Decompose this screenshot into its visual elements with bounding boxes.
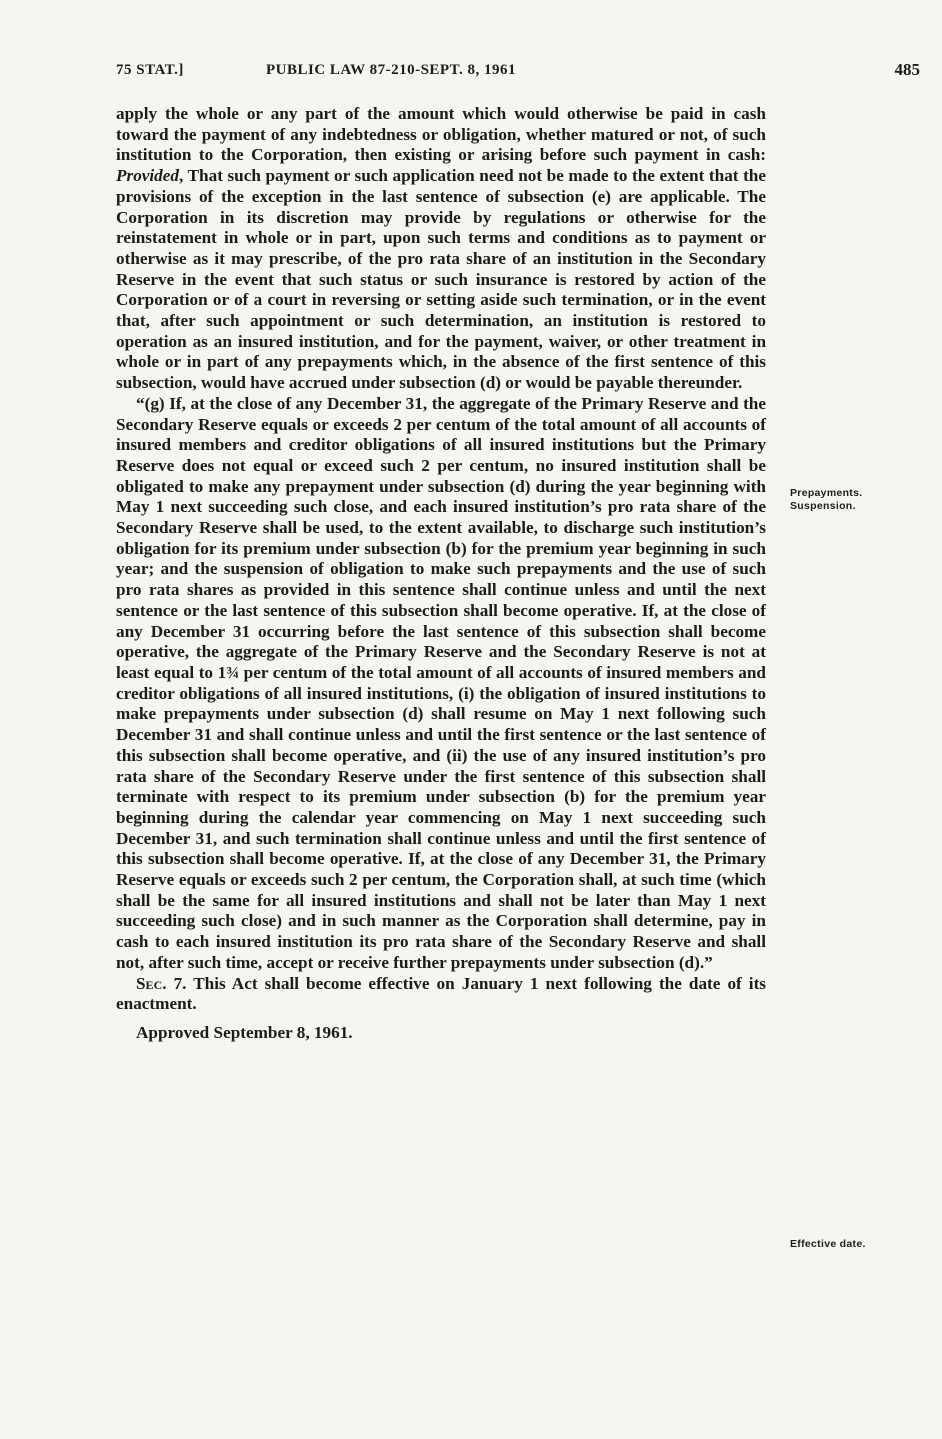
statute-body [116,104,766,1044]
running-title: PUBLIC LAW 87-210-SEPT. 8, 1961 [266,62,516,78]
paragraph-continuation [116,104,766,394]
paragraph-section-7 [116,974,766,1015]
volume-reference: 75 STAT.] [116,62,184,78]
approval-line: Approved September 8, 1961. [136,1022,353,1042]
paragraph-subsection-g: “(g) If, at the close of any December 31, the aggregate of the Primary Reserve and the Secondary Reserve equals or exceeds 2 per centum of the total amount of all accounts of insured members and creditor obligations of all insured institutions but the Primary Reserve does not equal or exceed such 2 per centum, no insured institution shall be obligated to make any prepayment under subsection (d) during the year beginning with May 1 next succeeding such close, and each insured institution’s pro rata share of the Secondary Reserve shall be used, to the extent available, to discharge such institution’s obligation for its premium under subsection (b) for the premium year beginning in such year; and the suspension of obligation to make such prepayments and the use of such pro rata shares as provided in this sentence shall continue unless and until the next sentence or the last sentence of this subsection shall become operative. If, at the close of any December 31 occurring before the last sentence of this subsection shall become operative, the aggregate of the Primary Reserve and the Secondary Reserve is not at least equal to 1¾ per centum of the total amount of all accounts of insured members and creditor obligations of all insured institutions, (i) the obligation of insured institutions to make prepayments under subsection (d) shall resume on May 1 next following such December 31 and shall continue unless and until the first sentence or the last sentence of this subsection shall become operative, and (ii) the use of any insured institution’s pro rata share of the Secondary Reserve under the first sentence of this subsection shall terminate with respect to its premium under subsection (b) for the premium year beginning during the calendar year commencing on May 1 next succeeding such December 31, and such termination shall continue unless and until the first sentence of this subsection shall become operative. If, at the close of any December 31, the Primary Reserve equals or exceeds such 2 per centum, the Corporation shall, at such time (which shall be the same for all insured institutions and shall not be later than May 1 next succeeding such close) and in such manner as the Corporation shall determine, pay in cash to each insured institution its pro rata share of the Secondary Reserve and shall not, after such time, accept or receive further prepayments under subsection (d).” [116,393,766,972]
page-header [116,62,920,86]
section-label: Sec. 7. [136,973,187,993]
provided-word: Provided [116,166,180,186]
margin-note-effective-date: Effective date. [790,1238,866,1250]
margin-note-suspension-line: Suspension. [790,500,856,512]
paragraph-1-text: apply the whole or any part of the amount which would otherwise be paid in cash toward the payment of any indebtedness or obligation, whether matured or not, of such institution to the Corporation, then existing or arising before such payment in cash: [116,104,766,165]
page-number: 485 [894,60,920,79]
section-7-text: This Act shall become effective on January 1 next following the date of its enactment. [116,973,766,1014]
margin-note-prepayments-line: Prepayments. [790,487,863,499]
paragraph-1-rest: , That such payment or such application need not be made to the extent that the provisions of the exception in the last sentence of subsection (e) are applicable. The Corporation in its discretion may provide by regulations or otherwise for the reinstatement in whole or in part, upon such terms and conditions as to payment or otherwise as it may prescribe, of the pro rata share of an institution in the Secondary Reserve in the event that such status or such insurance is restored by action of the Corporation or of a court in reversing or setting aside such termination, or in the event that, after such appointment or such determination, an institution is restored to operation as an insured institution, and for the payment, waiver, or other treatment in whole or in part of any prepayments which, in the absence of the first sentence of this subsection, would have accrued under subsection (d) or would be payable thereunder. [116,166,766,393]
margin-note-prepayments [790,487,920,513]
